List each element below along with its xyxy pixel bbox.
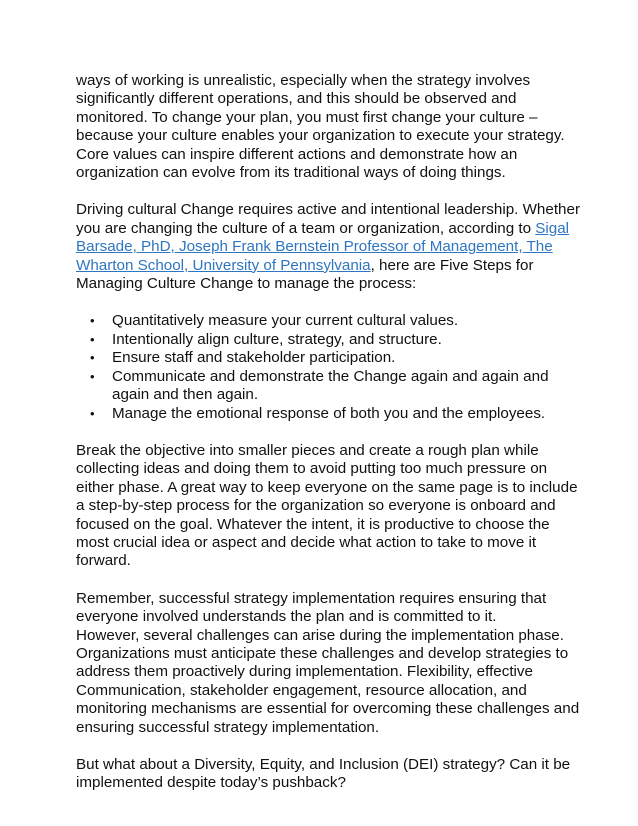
text-line: Driving cultural Change requires active and intentional leadership. Whether [76,201,580,219]
list-item-text: Intentionally align culture, strategy, and structure. [112,330,442,348]
list-item-text: Communicate and demonstrate the Change again and again and [112,367,549,385]
text-line: organization can evolve from its traditional ways of doing things. [76,164,506,182]
paragraph-spacer [76,293,580,312]
five-steps-list [76,312,580,422]
list-item-text: again and then again. [112,386,259,404]
text-line: forward. [76,552,131,570]
text-line: But what about a Diversity, Equity, and Inclusion (DEI) strategy? Can it be [76,756,571,773]
text-line: ways of working is unrealistic, especially when the strategy involves [76,72,531,89]
barsade-link-part-3[interactable]: Wharton School, University of Pennsylvania [76,256,371,274]
text-line [76,220,580,238]
bullet-icon: • [90,405,95,421]
list-item-text: Ensure staff and stakeholder participation. [112,349,396,367]
paragraph-driving-change [76,201,580,293]
text-line: either phase. A great way to keep everyone on the same page is to include [76,478,578,496]
list-item [90,349,580,367]
text-line [76,238,580,256]
paragraph-spacer [76,182,580,201]
text-line: Remember, successful strategy implementation requires ensuring that [76,589,547,607]
paragraph-culture-values [76,72,580,182]
text-line: implemented despite today’s pushback? [76,774,346,792]
list-item [90,368,580,405]
bullet-icon: • [90,313,95,329]
paragraph-spacer [76,423,580,442]
text-line: collecting ideas and doing them to avoid putting too much pressure on [76,460,548,478]
list-item-text: Manage the emotional response of both you and the employees. [112,404,546,422]
text-fragment: you are changing the culture of a team or organization, according to [76,219,536,237]
text-line: Break the objective into smaller pieces and create a rough plan while [76,441,539,459]
bullet-icon: • [90,331,95,347]
barsade-link-part-2[interactable]: Barsade, PhD, Joseph Frank Bernstein Professor of Management, The [76,238,553,256]
list-item [90,331,580,349]
paragraph-spacer [76,571,580,590]
text-line: address them proactively during implementation. Flexibility, effective [76,663,533,681]
bullet-icon: • [90,350,95,366]
text-line: because your culture enables your organization to execute your strategy. [76,127,565,145]
text-line: focused on the goal. Whatever the intent, it is productive to choose the [76,515,550,533]
text-line: a step-by-step process for the organization so everyone is onboard and [76,497,556,515]
text-line: ensuring successful strategy implementation. [76,718,380,736]
barsade-link-part-1[interactable]: Sigal [535,219,570,237]
paragraph-implementation [76,590,580,737]
paragraph-spacer [76,737,580,756]
text-line [76,257,580,275]
bullet-icon: • [90,368,95,384]
document-body [76,72,580,793]
list-item [90,312,580,330]
text-line: However, several challenges can arise during the implementation phase. [76,626,564,644]
text-line: Organizations must anticipate these challenges and develop strategies to [76,644,569,662]
list-item-text: Quantitatively measure your current cultural values. [112,312,459,330]
text-fragment: , here are Five Steps for [370,256,534,274]
text-line: most crucial idea or aspect and decide what action to take to move it [76,533,537,551]
text-line: significantly different operations, and this should be observed and [76,90,517,108]
text-line: monitoring mechanisms are essential for overcoming these challenges and [76,700,580,718]
text-line: Core values can inspire different actions and demonstrate how an [76,145,518,163]
text-line: Communication, stakeholder engagement, resource allocation, and [76,681,527,699]
list-item [90,405,580,423]
paragraph-break-objective [76,442,580,571]
paragraph-dei-question [76,756,580,793]
text-line: everyone involved understands the plan and is committed to it. [76,608,497,626]
text-line: Managing Culture Change to manage the process: [76,275,417,293]
text-line: monitored. To change your plan, you must first change your culture – [76,108,538,126]
